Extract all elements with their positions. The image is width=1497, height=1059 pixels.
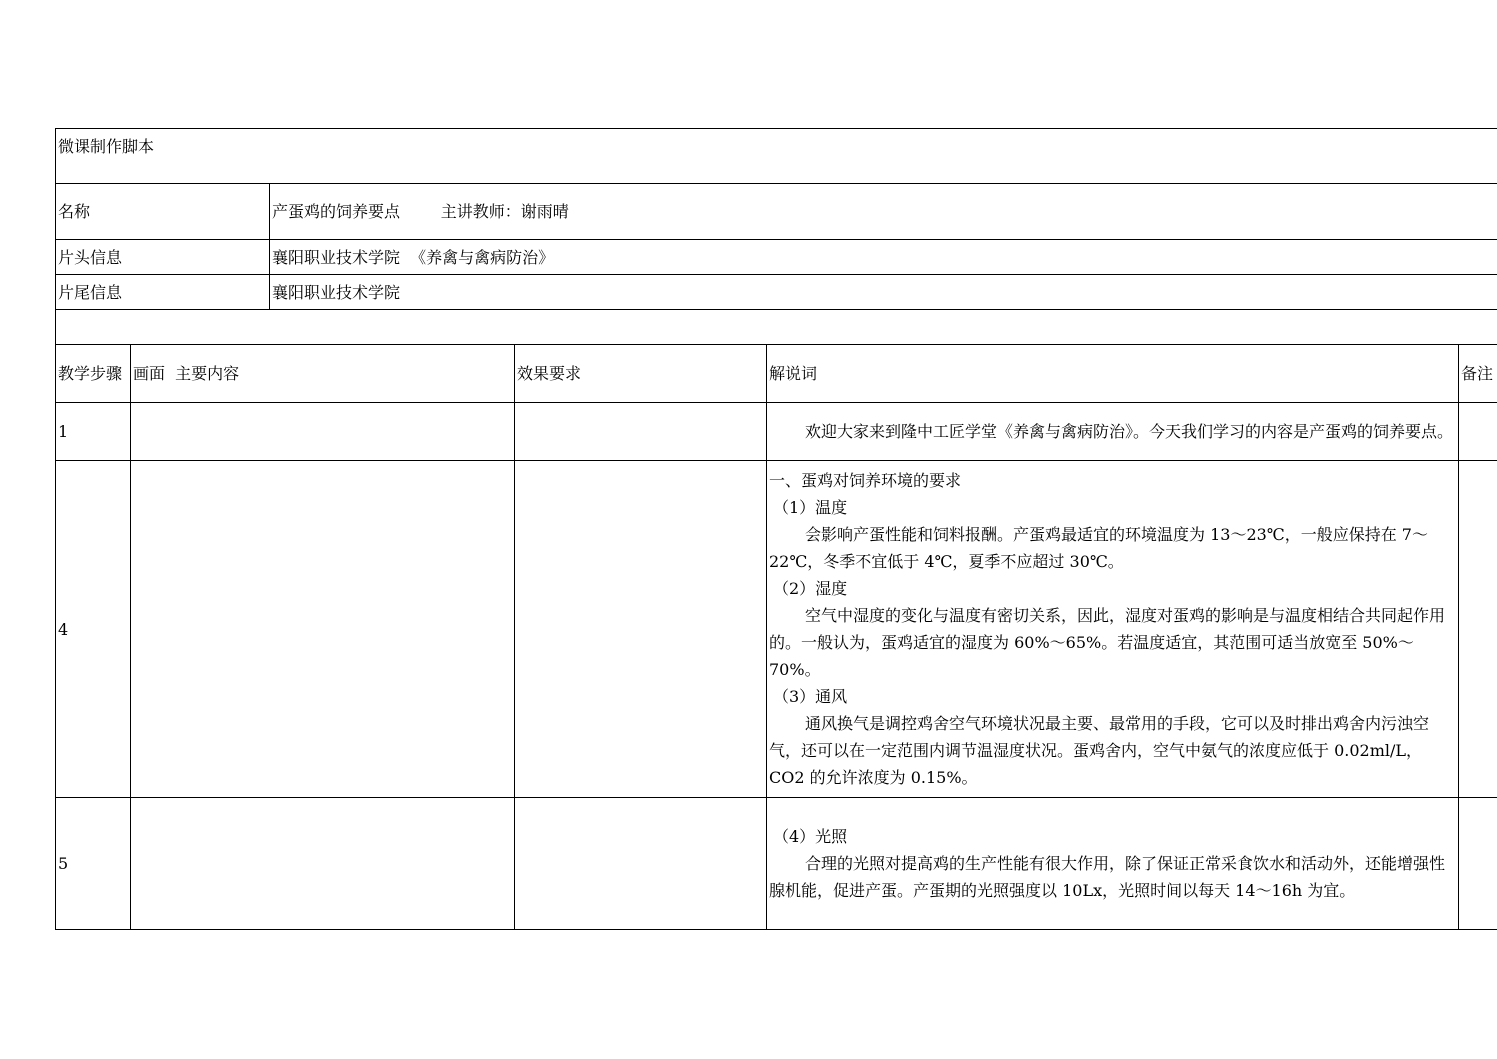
opening-row [56,240,1497,275]
opening-label: 片头信息 [56,240,270,275]
narration-subheading: （1）温度 [773,498,848,517]
step-number: 4 [56,461,131,798]
narration-paragraph: 通风换气是调控鸡舍空气环境状况最主要、最常用的手段，它可以及时排出鸡舍内污浊空气，还可以在一定范围内调节温湿度状况。蛋鸡舍内，空气中氨气的浓度应低于 0.02ml/L，CO2 的允许浓度为 0.15%。 [769,714,1430,787]
narration-cell [767,461,1459,798]
script-rows [56,403,1497,930]
script-sheet [55,128,1494,930]
name-value: 产蛋鸡的饲养要点 主讲教师：谢雨晴 [270,184,1497,240]
effect-cell [515,798,767,930]
notes-cell [1459,403,1497,461]
script-table [55,128,1497,930]
closing-value: 襄阳职业技术学院 [270,275,1497,310]
narration-paragraph: 欢迎大家来到隆中工匠学堂《养禽与禽病防治》。今天我们学习的内容是产蛋鸡的饲养要点。 [805,422,1454,441]
document-title: 微课制作脚本 [56,129,1497,184]
name-row [56,184,1497,240]
narration-subheading: （4）光照 [773,827,848,846]
col-header-effect: 效果要求 [515,345,767,403]
notes-cell [1459,798,1497,930]
name-label: 名称 [56,184,270,240]
content-cell [131,798,515,930]
spacer-row [56,310,1497,345]
narration-paragraph: 会影响产蛋性能和饲料报酬。产蛋鸡最适宜的环境温度为 13～23℃，一般应保持在 7～22℃，冬季不宜低于 4℃，夏季不应超过 30℃。 [769,525,1428,571]
narration-heading: 一、蛋鸡对饲养环境的要求 [769,471,962,490]
narration-paragraph: 空气中湿度的变化与温度有密切关系，因此，湿度对蛋鸡的影响是与温度相结合共同起作用的。一般认为，蛋鸡适宜的湿度为 60%～65%。若温度适宜，其范围可适当放宽至 50%～70%。 [769,606,1446,679]
table-row [56,798,1497,930]
title-row [56,129,1497,184]
narration-subheading: （3）通风 [773,687,848,706]
effect-cell [515,403,767,461]
narration-paragraph: 合理的光照对提高鸡的生产性能有很大作用，除了保证正常采食饮水和活动外，还能增强性腺机能，促进产蛋。产蛋期的光照强度以 10Lx，光照时间以每天 14～16h 为宜。 [769,854,1446,900]
step-number: 1 [56,403,131,461]
notes-cell [1459,461,1497,798]
column-header-row [56,345,1497,403]
col-header-step: 教学步骤 [56,345,131,403]
col-header-notes: 备注 [1459,345,1497,403]
narration-subheading: （2）湿度 [773,579,848,598]
step-number: 5 [56,798,131,930]
content-cell [131,461,515,798]
opening-value: 襄阳职业技术学院 《养禽与禽病防治》 [270,240,1497,275]
col-header-narration: 解说词 [767,345,1459,403]
narration-cell [767,798,1459,930]
content-cell [131,403,515,461]
effect-cell [515,461,767,798]
col-header-content: 画面 主要内容 [131,345,515,403]
table-row [56,403,1497,461]
spacer-cell [56,310,1497,345]
narration-cell [767,403,1459,461]
table-row [56,461,1497,798]
closing-label: 片尾信息 [56,275,270,310]
closing-row [56,275,1497,310]
